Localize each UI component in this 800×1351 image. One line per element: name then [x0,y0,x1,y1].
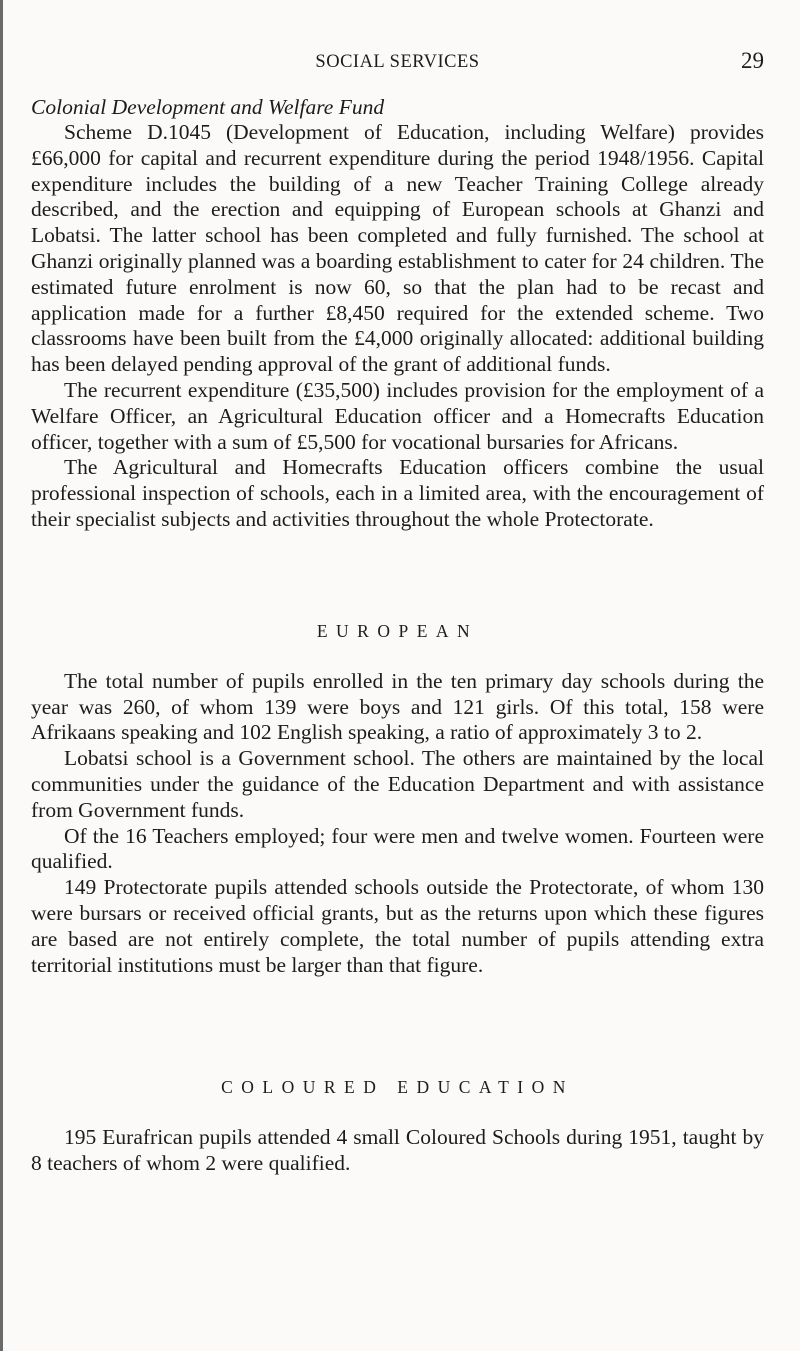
running-title: SOCIAL SERVICES [315,52,480,72]
paragraph: The Agricultural and Homecrafts Education officers combine the usual professional inspection of schools, each in a limited area, with the encouragement of their specialist subjects and activities throughout the whole Protectorate. [31,455,764,531]
page-edge-shadow [0,0,3,1351]
section-coloured-education [31,1075,764,1177]
paragraph: The total number of pupils enrolled in the ten primary day schools during the year was 260, of whom 139 were boys and 121 girls. Of this total, 158 were Afrikaans speaking and 102 English speaking, a ratio of approximately 3 to 2. [31,668,764,745]
section-welfare-fund [31,94,764,533]
paragraph: Of the 16 Teachers employed; four were men and twelve women. Fourteen were qualified. [31,823,764,874]
paragraph: 149 Protectorate pupils attended schools outside the Protectorate, of whom 130 were bursars or received official grants, but as the returns upon which these figures are based are not entirely complete, the total number of pupils attending extra territorial institutions must be larger than that figure. [31,875,764,977]
section-european [31,619,764,979]
paragraph: Lobatsi school is a Government school. The others are maintained by the local communities under the guidance of the Education Department and with assistance from Government funds. [31,746,764,822]
running-header [31,48,764,86]
paragraph: Scheme D.1045 (Development of Education, including Welfare) provides £66,000 for capital and recurrent expenditure during the period 1948/1956. Capital expenditure includes the building of a new Teacher Training College already described, and the erection and equipping of European schools at Ghanzi and Lobatsi. The latter school has been completed and fully furnished. The school at Ghanzi originally planned was a boarding establishment to cater for 24 children. The estimated future enrolment is now 60, so that the plan had to be recast and application made for a further £8,450 required for the extended scheme. Two classrooms have been built from the £4,000 originally allocated: additional building has been delayed pending approval of the grant of additional funds. [31,120,764,377]
document-page [31,48,764,1177]
section-heading-welfare-fund: Colonial Development and Welfare Fund [31,95,385,119]
section-heading-european: EUROPEAN [316,620,479,641]
paragraph: 195 Eurafrican pupils attended 4 small Coloured Schools during 1951, taught by 8 teachers of whom 2 were qualified. [31,1125,764,1176]
section-heading-coloured-education: COLOURED EDUCATION [221,1077,574,1098]
paragraph: The recurrent expenditure (£35,500) includes provision for the employment of a Welfare Officer, an Agricultural Education officer and a Homecrafts Education officer, together with a sum of £5,500 for vocational bursaries for Africans. [31,377,764,454]
page-number: 29 [741,48,764,73]
